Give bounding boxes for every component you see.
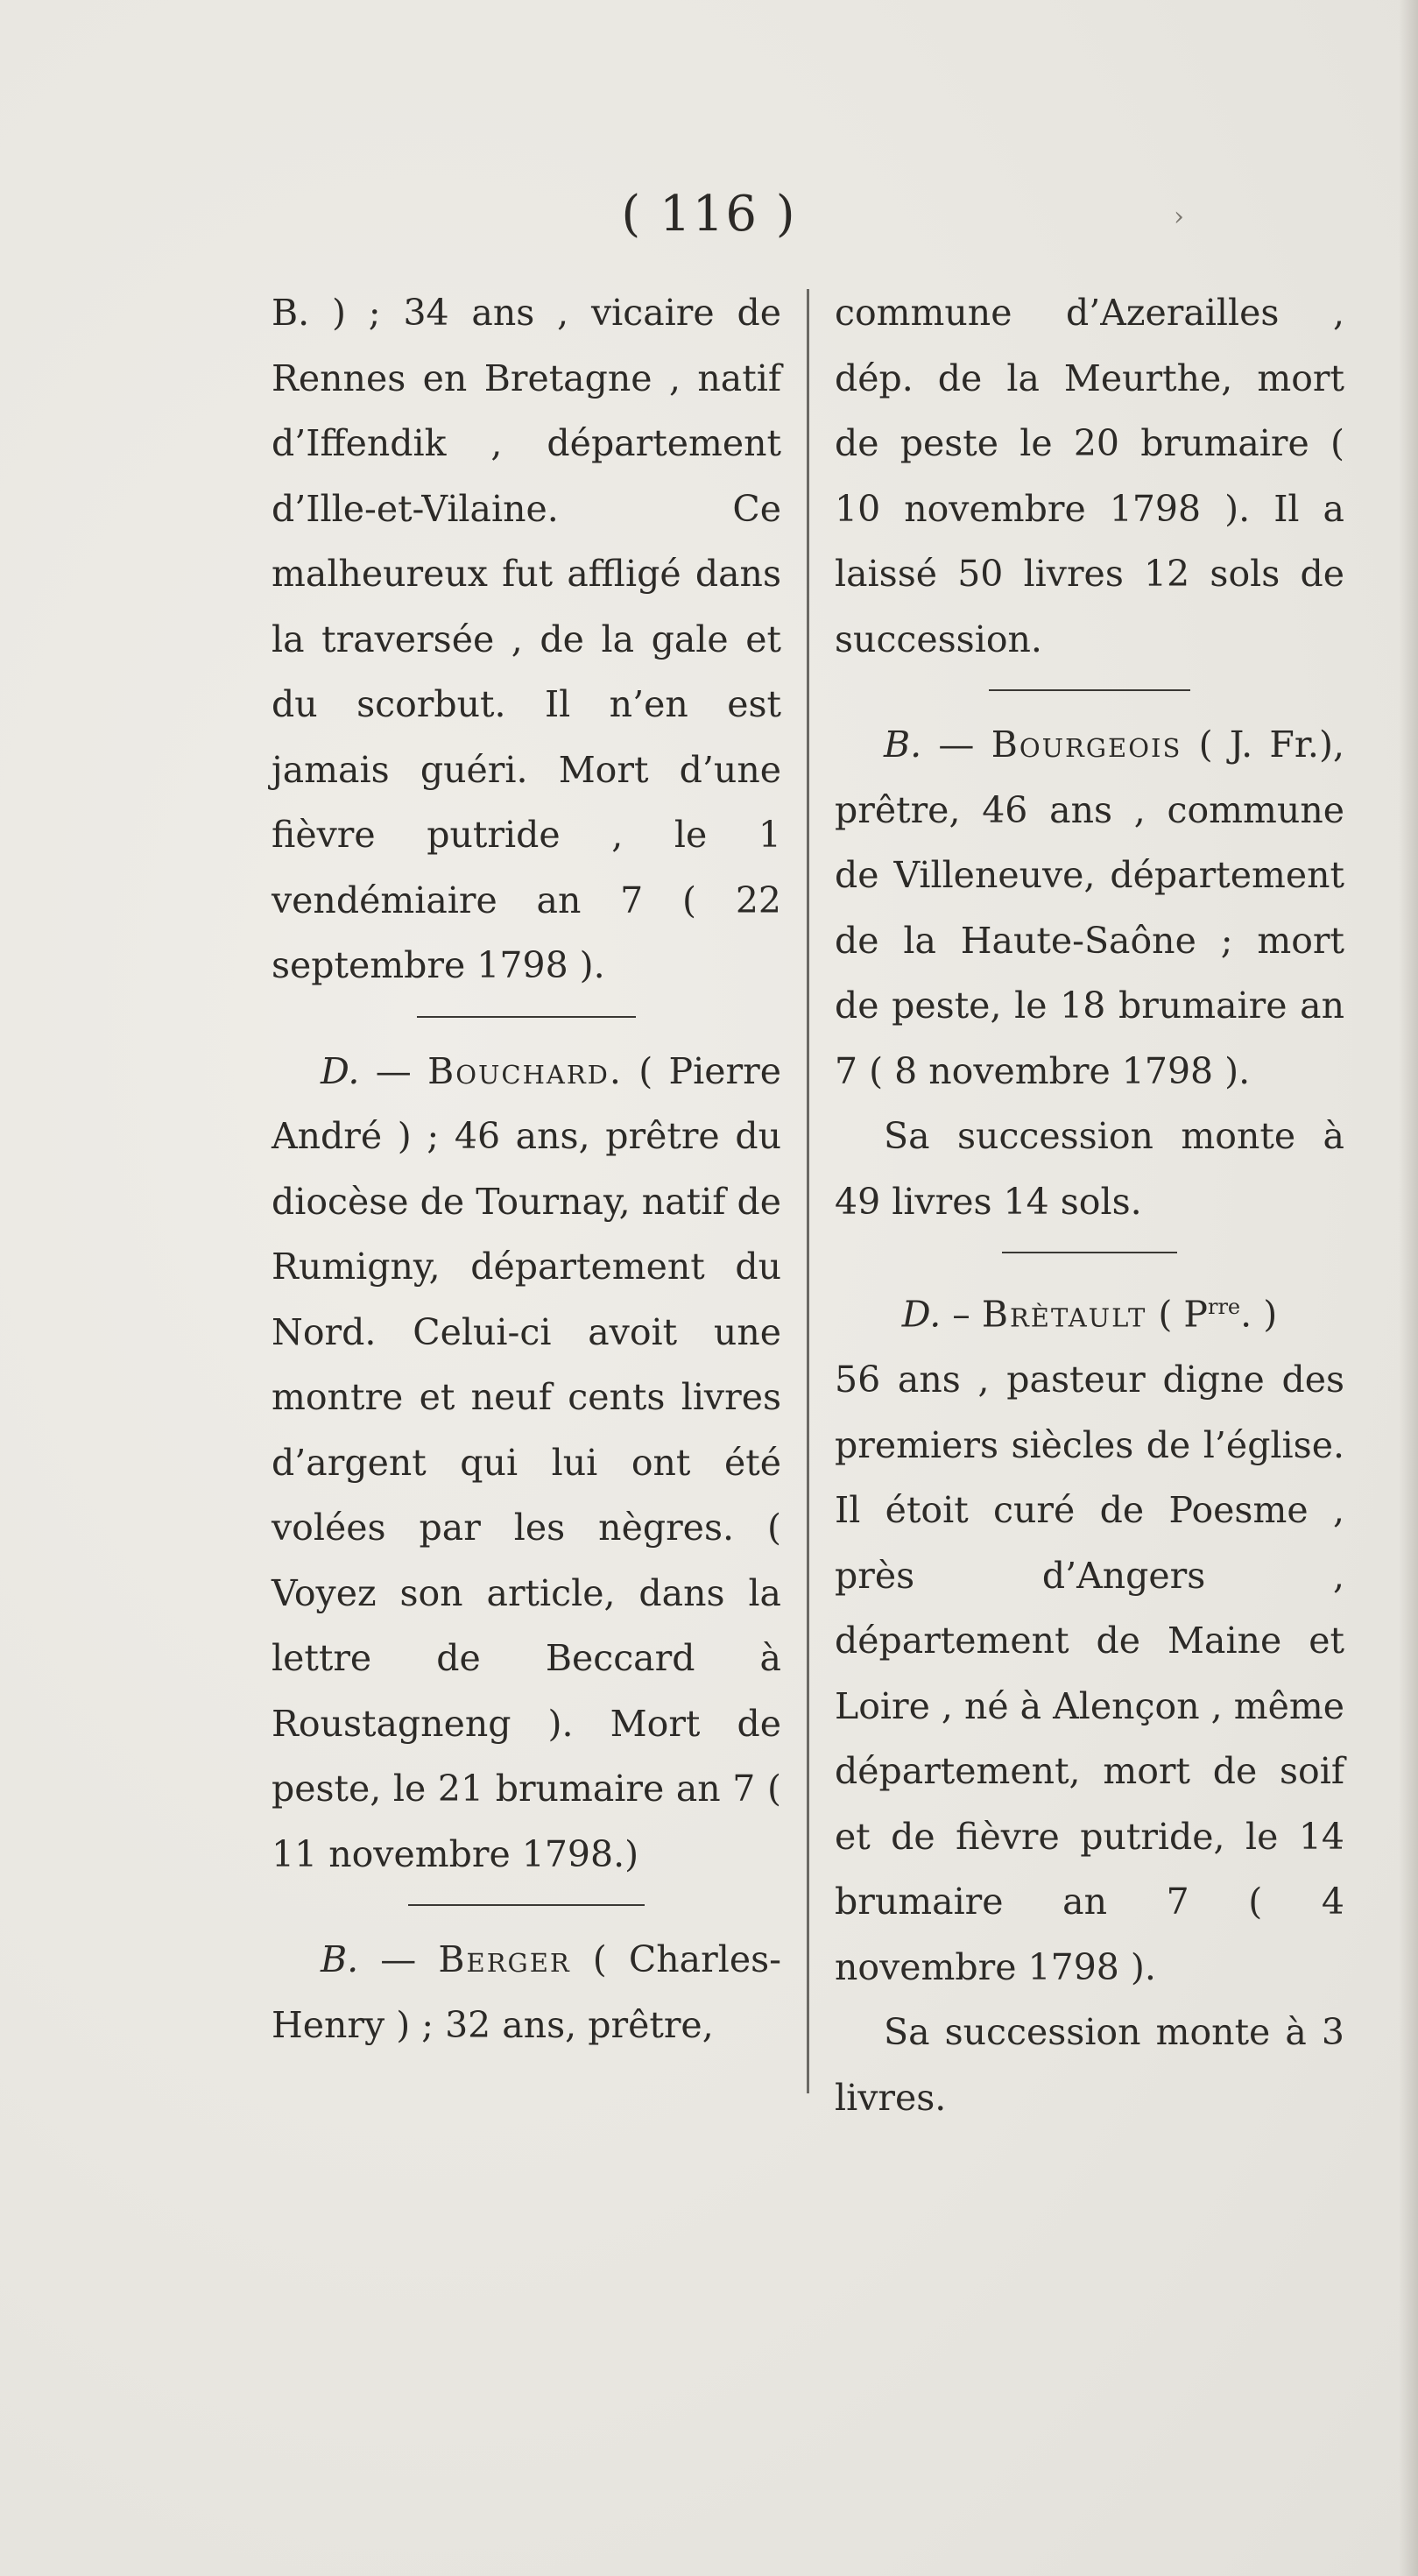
entry-continuation xyxy=(835,280,1344,672)
separator-rule xyxy=(408,1904,645,1906)
entry-dash: — xyxy=(359,1049,428,1092)
entry-berger xyxy=(272,1927,781,2057)
entry-dash: — xyxy=(358,1938,439,1980)
entry-text: ( J. Fr.), prêtre, 46 ans , commune de Villeneuve, département de la Haute-Saône ; mort de peste, le 18 brumaire an 7 ( 8 novembre 1798 ). xyxy=(835,723,1344,1092)
entry-paragraph xyxy=(272,1927,781,2057)
entry-name: Berger xyxy=(438,1938,571,1980)
column-divider xyxy=(807,289,809,2093)
separator-rule xyxy=(1002,1252,1177,1253)
entry-letter: B. xyxy=(321,1938,359,1980)
header-mark: › xyxy=(1174,201,1184,232)
right-column xyxy=(835,280,1344,2130)
entry-name-close: . ) xyxy=(1240,1293,1278,1336)
entry-name-sup: rre xyxy=(1207,1295,1241,1319)
page-edge-shadow xyxy=(1399,0,1418,2576)
entry-text: ( Pierre André ) ; 46 ans, prêtre du diocèse de Tournay, natif de Rumigny, département du Nord. Celui-ci avoit une montre et neuf cents livres d’argent qui lui ont été volées par les nègres. ( Voyez son article, dans la lettre de Beccard à Roustagneng ). Mort de peste, le 21 brumaire an 7 ( 11 novembre 1798.) xyxy=(272,1049,781,1875)
entry-text: ( Charles-Henry ) ; 32 ans, prêtre, xyxy=(272,1938,781,2046)
entry-letter: D. xyxy=(901,1293,942,1336)
entry-dash: – xyxy=(941,1293,982,1336)
entry-bretault xyxy=(835,1274,1344,2130)
entry-name: Bourgeois xyxy=(991,723,1182,766)
entry-succession: Sa succession monte à 49 livres 14 sols. xyxy=(835,1115,1344,1223)
entry-name-tail: ( P xyxy=(1146,1293,1208,1336)
entry-letter: B. xyxy=(884,723,922,766)
entry-text: 56 ans , pasteur digne des premiers siècles de l’église. Il étoit curé de Poesme , près d’Angers , département de Maine et Loire , né à Alençon , même département, mort de soif et de fièvre putride, le 14 brumaire an 7 ( 4 novembre 1798 ). xyxy=(835,1359,1344,1988)
entry-bouchard xyxy=(272,1039,781,1888)
entry-letter: D. xyxy=(321,1049,360,1092)
entry-text: B. ) ; 34 ans , vicaire de Rennes en Bretagne , natif d’Iffendik , département d’Ille-et-Vilaine. Ce malheureux fut affligé dans la traversée , de la gale et du scorbut. Il n’en est jamais guéri. Mort d’une fièvre putride , le 1 vendémiaire an 7 ( 22 septembre 1798 ). xyxy=(272,292,781,986)
entry-continuation xyxy=(272,280,781,999)
left-column xyxy=(272,280,781,2057)
page-number: ( 116 ) xyxy=(621,186,797,243)
entry-bourgeois xyxy=(835,712,1344,1234)
separator-rule xyxy=(417,1016,636,1018)
entry-text: commune d’Azerailles , dép. de la Meurthe, mort de peste le 20 brumaire ( 10 novembre 1798 ). Il a laissé 50 livres 12 sols de succession. xyxy=(835,292,1344,660)
entry-name: Brètault xyxy=(981,1293,1147,1336)
entry-heading xyxy=(835,1274,1344,1347)
entry-paragraph xyxy=(835,712,1344,1104)
entry-succession: Sa succession monte à 3 livres. xyxy=(835,2011,1344,2119)
entry-paragraph xyxy=(272,1039,781,1888)
separator-rule xyxy=(989,689,1190,691)
entry-dash: — xyxy=(921,723,991,766)
entry-name: Bouchard. xyxy=(427,1049,623,1092)
